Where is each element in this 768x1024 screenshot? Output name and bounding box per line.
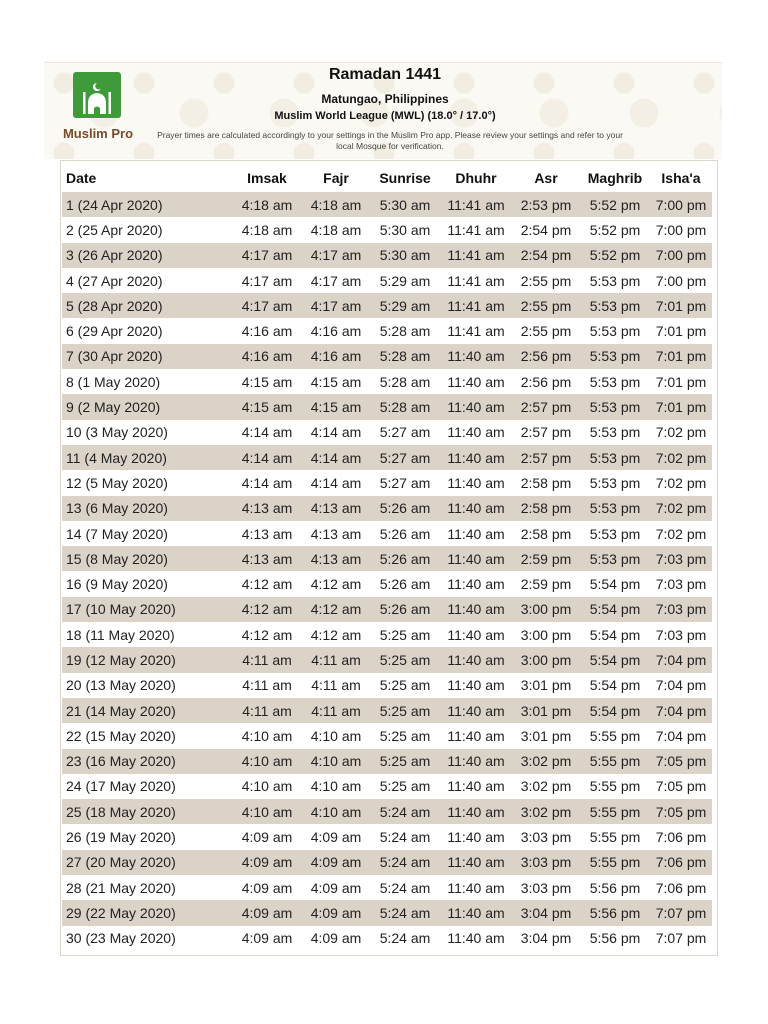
cell-isha: 7:05 pm (650, 799, 712, 824)
cell-date: 3 (26 Apr 2020) (62, 243, 232, 268)
table-row (62, 749, 712, 774)
cell-isha: 7:04 pm (650, 698, 712, 723)
cell-imsak: 4:17 am (232, 293, 302, 318)
cell-dhuhr: 11:40 am (447, 424, 505, 441)
cell-imsak: 4:12 am (232, 597, 302, 622)
cell-dhuhr: 11:40 am (447, 626, 505, 643)
cell-date: 2 (25 Apr 2020) (66, 221, 163, 238)
cell-isha: 7:06 pm (655, 829, 707, 846)
cell-sunrise: 5:25 am (370, 749, 440, 774)
cell-dhuhr: 11:41 am (447, 323, 505, 340)
table-row (62, 571, 712, 596)
cell-dhuhr: 11:40 am (440, 799, 512, 824)
cell-isha: 7:01 pm (655, 323, 707, 340)
cell-asr: 3:03 pm (520, 879, 572, 896)
cell-date: 15 (8 May 2020) (62, 546, 232, 571)
cell-sunrise: 5:24 am (370, 900, 440, 925)
cell-date: 24 (17 May 2020) (66, 778, 176, 795)
cell-maghrib: 5:56 pm (589, 930, 641, 947)
cell-asr: 2:58 pm (512, 496, 580, 521)
cell-isha: 7:04 pm (650, 647, 712, 672)
cell-isha: 7:01 pm (650, 394, 712, 419)
cell-maghrib: 5:53 pm (589, 323, 641, 340)
cell-sunrise: 5:25 am (379, 727, 431, 744)
cell-date: 11 (4 May 2020) (62, 445, 232, 470)
cell-date: 25 (18 May 2020) (62, 799, 232, 824)
table-row (62, 496, 712, 521)
table-row (62, 369, 712, 394)
cell-date: 7 (30 Apr 2020) (62, 344, 232, 369)
cell-date: 9 (2 May 2020) (62, 394, 232, 419)
cell-asr: 3:02 pm (512, 749, 580, 774)
cell-maghrib: 5:52 pm (589, 221, 641, 238)
table-row (62, 293, 712, 318)
cell-asr: 3:01 pm (520, 727, 572, 744)
cell-isha: 7:07 pm (655, 930, 707, 947)
cell-imsak: 4:12 am (241, 576, 293, 593)
cell-sunrise: 5:28 am (370, 344, 440, 369)
column-header-date: Date (66, 170, 97, 186)
table-row (62, 445, 712, 470)
cell-dhuhr: 11:40 am (447, 474, 505, 491)
table-row (62, 774, 712, 799)
cell-imsak: 4:16 am (232, 344, 302, 369)
column-header-sunrise: Sunrise (379, 170, 431, 186)
cell-date: 14 (7 May 2020) (66, 525, 168, 542)
brand-name: Muslim Pro (62, 126, 134, 141)
cell-date: 22 (15 May 2020) (66, 727, 176, 744)
cell-fajr: 4:11 am (302, 698, 370, 723)
cell-sunrise: 5:30 am (379, 221, 431, 238)
cell-date: 18 (11 May 2020) (66, 626, 175, 643)
column-header-imsak: Imsak (247, 170, 287, 186)
cell-imsak: 4:14 am (241, 474, 293, 491)
cell-isha: 7:02 pm (650, 496, 712, 521)
cell-sunrise: 5:25 am (370, 647, 440, 672)
cell-maghrib: 5:54 pm (589, 576, 641, 593)
cell-date: 16 (9 May 2020) (66, 576, 168, 593)
cell-dhuhr: 11:40 am (447, 373, 505, 390)
cell-asr: 3:02 pm (512, 799, 580, 824)
cell-isha: 7:00 pm (650, 192, 712, 217)
cell-asr: 2:58 pm (520, 525, 572, 542)
cell-maghrib: 5:55 pm (589, 778, 641, 795)
cell-sunrise: 5:24 am (370, 850, 440, 875)
cell-sunrise: 5:24 am (379, 829, 431, 846)
cell-sunrise: 5:25 am (379, 778, 431, 795)
cell-dhuhr: 11:40 am (440, 546, 512, 571)
cell-date: 1 (24 Apr 2020) (62, 192, 232, 217)
table-row (62, 698, 712, 723)
location-label: Matungao, Philippines (321, 92, 449, 106)
column-header-fajr: Fajr (323, 170, 349, 186)
cell-isha: 7:04 pm (655, 677, 707, 694)
table-row (62, 243, 712, 268)
cell-sunrise: 5:27 am (379, 424, 431, 441)
cell-asr: 2:54 pm (512, 243, 580, 268)
cell-asr: 3:03 pm (512, 850, 580, 875)
cell-imsak: 4:11 am (232, 647, 302, 672)
cell-dhuhr: 11:40 am (440, 344, 512, 369)
cell-maghrib: 5:55 pm (580, 799, 650, 824)
cell-imsak: 4:11 am (232, 698, 302, 723)
table-row (62, 268, 712, 293)
cell-sunrise: 5:29 am (370, 293, 440, 318)
cell-imsak: 4:13 am (241, 525, 293, 542)
cell-sunrise: 5:30 am (370, 243, 440, 268)
cell-fajr: 4:15 am (302, 394, 370, 419)
table-header-row (62, 164, 712, 192)
cell-dhuhr: 11:41 am (440, 243, 512, 268)
cell-asr: 2:55 pm (520, 272, 572, 289)
cell-imsak: 4:10 am (241, 778, 293, 795)
cell-dhuhr: 11:40 am (440, 850, 512, 875)
cell-sunrise: 5:28 am (370, 394, 440, 419)
cell-asr: 3:00 pm (520, 626, 572, 643)
cell-sunrise: 5:25 am (379, 626, 431, 643)
cell-sunrise: 5:29 am (379, 272, 431, 289)
cell-dhuhr: 11:41 am (440, 192, 512, 217)
cell-maghrib: 5:56 pm (589, 879, 641, 896)
cell-fajr: 4:12 am (302, 597, 370, 622)
cell-isha: 7:00 pm (655, 221, 707, 238)
cell-asr: 3:04 pm (520, 930, 572, 947)
cell-isha: 7:01 pm (655, 373, 707, 390)
cell-date: 21 (14 May 2020) (62, 698, 232, 723)
cell-date: 29 (22 May 2020) (62, 900, 232, 925)
cell-maghrib: 5:52 pm (580, 192, 650, 217)
cell-fajr: 4:17 am (302, 243, 370, 268)
cell-asr: 2:57 pm (512, 394, 580, 419)
cell-isha: 7:06 pm (655, 879, 707, 896)
cell-imsak: 4:10 am (232, 749, 302, 774)
cell-maghrib: 5:54 pm (580, 597, 650, 622)
cell-sunrise: 5:26 am (379, 576, 431, 593)
cell-isha: 7:01 pm (650, 344, 712, 369)
cell-imsak: 4:09 am (241, 930, 293, 947)
cell-fajr: 4:13 am (302, 546, 370, 571)
cell-sunrise: 5:24 am (379, 879, 431, 896)
cell-asr: 2:56 pm (512, 344, 580, 369)
cell-asr: 3:02 pm (520, 778, 572, 795)
cell-maghrib: 5:53 pm (580, 496, 650, 521)
cell-imsak: 4:14 am (241, 424, 293, 441)
cell-asr: 2:56 pm (520, 373, 572, 390)
cell-asr: 2:59 pm (512, 546, 580, 571)
cell-date: 27 (20 May 2020) (62, 850, 232, 875)
cell-maghrib: 5:54 pm (589, 677, 641, 694)
cell-date: 10 (3 May 2020) (66, 424, 168, 441)
table-row (62, 926, 712, 951)
cell-asr: 3:04 pm (512, 900, 580, 925)
cell-fajr: 4:09 am (310, 879, 362, 896)
cell-dhuhr: 11:41 am (447, 221, 505, 238)
cell-maghrib: 5:53 pm (580, 394, 650, 419)
cell-maghrib: 5:55 pm (589, 829, 641, 846)
cell-fajr: 4:11 am (302, 647, 370, 672)
cell-imsak: 4:17 am (232, 243, 302, 268)
cell-date: 20 (13 May 2020) (66, 677, 176, 694)
cell-maghrib: 5:53 pm (580, 344, 650, 369)
cell-isha: 7:05 pm (650, 749, 712, 774)
table-row (62, 622, 712, 647)
column-header-isha: Isha'a (661, 170, 701, 186)
cell-sunrise: 5:26 am (379, 525, 431, 542)
column-header-asr: Asr (534, 170, 558, 186)
table-row (62, 420, 712, 445)
cell-isha: 7:03 pm (655, 576, 707, 593)
cell-isha: 7:06 pm (650, 850, 712, 875)
cell-asr: 2:58 pm (520, 474, 572, 491)
table-row (62, 318, 712, 343)
cell-dhuhr: 11:40 am (440, 597, 512, 622)
cell-fajr: 4:12 am (310, 626, 362, 643)
cell-fajr: 4:09 am (310, 829, 362, 846)
table-row (62, 799, 712, 824)
cell-imsak: 4:16 am (241, 323, 293, 340)
cell-isha: 7:03 pm (655, 626, 707, 643)
table-row (62, 470, 712, 495)
cell-asr: 2:57 pm (512, 445, 580, 470)
cell-isha: 7:02 pm (655, 424, 707, 441)
cell-imsak: 4:18 am (241, 221, 293, 238)
cell-asr: 2:55 pm (512, 293, 580, 318)
cell-dhuhr: 11:40 am (440, 394, 512, 419)
table-row (62, 673, 712, 698)
cell-imsak: 4:10 am (232, 799, 302, 824)
table-row (62, 394, 712, 419)
cell-dhuhr: 11:41 am (440, 293, 512, 318)
cell-isha: 7:03 pm (650, 546, 712, 571)
cell-imsak: 4:17 am (241, 272, 293, 289)
cell-dhuhr: 11:40 am (447, 727, 505, 744)
cell-asr: 2:55 pm (520, 323, 572, 340)
cell-sunrise: 5:24 am (370, 799, 440, 824)
cell-isha: 7:00 pm (650, 243, 712, 268)
cell-sunrise: 5:24 am (379, 930, 431, 947)
cell-maghrib: 5:53 pm (589, 424, 641, 441)
cell-sunrise: 5:27 am (370, 445, 440, 470)
cell-sunrise: 5:26 am (370, 496, 440, 521)
cell-maghrib: 5:54 pm (580, 647, 650, 672)
cell-isha: 7:02 pm (655, 474, 707, 491)
calculation-method: Muslim World League (MWL) (18.0° / 17.0°) (274, 110, 496, 122)
cell-date: 19 (12 May 2020) (62, 647, 232, 672)
page-title: Ramadan 1441 (328, 66, 442, 83)
cell-fajr: 4:10 am (310, 727, 362, 744)
cell-dhuhr: 11:41 am (447, 272, 505, 289)
cell-dhuhr: 11:40 am (440, 900, 512, 925)
table-row (62, 521, 712, 546)
cell-isha: 7:03 pm (650, 597, 712, 622)
cell-fajr: 4:10 am (302, 799, 370, 824)
table-body (62, 192, 712, 951)
cell-dhuhr: 11:40 am (447, 576, 505, 593)
cell-sunrise: 5:25 am (379, 677, 431, 694)
mosque-icon (77, 78, 117, 118)
cell-fajr: 4:13 am (310, 525, 362, 542)
cell-maghrib: 5:54 pm (589, 626, 641, 643)
cell-sunrise: 5:25 am (370, 698, 440, 723)
cell-fajr: 4:09 am (310, 930, 362, 947)
cell-date: 17 (10 May 2020) (62, 597, 232, 622)
table-row (62, 875, 712, 900)
cell-dhuhr: 11:40 am (447, 930, 505, 947)
cell-sunrise: 5:27 am (379, 474, 431, 491)
cell-isha: 7:01 pm (650, 293, 712, 318)
cell-asr: 3:01 pm (520, 677, 572, 694)
cell-fajr: 4:17 am (310, 272, 362, 289)
cell-maghrib: 5:53 pm (589, 474, 641, 491)
cell-maghrib: 5:53 pm (580, 546, 650, 571)
cell-date: 8 (1 May 2020) (66, 373, 161, 390)
cell-maghrib: 5:53 pm (589, 373, 641, 390)
cell-dhuhr: 11:40 am (440, 749, 512, 774)
cell-maghrib: 5:52 pm (580, 243, 650, 268)
cell-imsak: 4:12 am (241, 626, 293, 643)
column-header-dhuhr: Dhuhr (455, 170, 497, 186)
app-logo (73, 72, 121, 118)
cell-date: 30 (23 May 2020) (66, 930, 176, 947)
cell-dhuhr: 11:40 am (447, 778, 505, 795)
cell-dhuhr: 11:40 am (447, 829, 505, 846)
cell-maghrib: 5:56 pm (580, 900, 650, 925)
cell-date: 5 (28 Apr 2020) (62, 293, 232, 318)
cell-fajr: 4:16 am (310, 323, 362, 340)
cell-date: 23 (16 May 2020) (62, 749, 232, 774)
cell-date: 6 (29 Apr 2020) (66, 323, 163, 340)
cell-date: 26 (19 May 2020) (66, 829, 176, 846)
cell-sunrise: 5:28 am (379, 323, 431, 340)
cell-fajr: 4:18 am (310, 221, 362, 238)
cell-date: 4 (27 Apr 2020) (66, 272, 163, 289)
cell-imsak: 4:13 am (232, 546, 302, 571)
cell-imsak: 4:15 am (241, 373, 293, 390)
cell-isha: 7:05 pm (655, 778, 707, 795)
cell-dhuhr: 11:40 am (447, 525, 505, 542)
cell-fajr: 4:11 am (311, 677, 361, 694)
cell-fajr: 4:18 am (302, 192, 370, 217)
cell-imsak: 4:11 am (242, 677, 292, 694)
cell-fajr: 4:09 am (302, 900, 370, 925)
table-row (62, 850, 712, 875)
disclaimer-note: Prayer times are calculated accordingly to your settings in the Muslim Pro app. Please review your settings and refer to your local Mosque for verification. (157, 130, 623, 151)
cell-asr: 3:01 pm (512, 698, 580, 723)
cell-imsak: 4:15 am (232, 394, 302, 419)
cell-dhuhr: 11:40 am (440, 496, 512, 521)
column-header-maghrib: Maghrib (587, 170, 643, 186)
cell-isha: 7:02 pm (655, 525, 707, 542)
cell-asr: 2:54 pm (520, 221, 572, 238)
table-row (62, 900, 712, 925)
cell-imsak: 4:10 am (241, 727, 293, 744)
cell-maghrib: 5:55 pm (580, 850, 650, 875)
cell-asr: 3:00 pm (512, 597, 580, 622)
cell-asr: 3:00 pm (512, 647, 580, 672)
cell-fajr: 4:17 am (302, 293, 370, 318)
cell-imsak: 4:14 am (232, 445, 302, 470)
table-row (62, 192, 712, 217)
cell-isha: 7:00 pm (655, 272, 707, 289)
cell-dhuhr: 11:40 am (440, 647, 512, 672)
prayer-times-table (62, 164, 712, 951)
cell-fajr: 4:14 am (310, 474, 362, 491)
cell-date: 28 (21 May 2020) (66, 879, 176, 896)
cell-date: 12 (5 May 2020) (66, 474, 168, 491)
cell-dhuhr: 11:40 am (447, 677, 505, 694)
cell-maghrib: 5:55 pm (589, 727, 641, 744)
table-row (62, 647, 712, 672)
cell-asr: 2:57 pm (520, 424, 572, 441)
cell-imsak: 4:09 am (232, 850, 302, 875)
cell-imsak: 4:09 am (241, 829, 293, 846)
cell-isha: 7:07 pm (650, 900, 712, 925)
cell-sunrise: 5:26 am (370, 546, 440, 571)
cell-imsak: 4:13 am (232, 496, 302, 521)
cell-imsak: 4:18 am (232, 192, 302, 217)
cell-maghrib: 5:55 pm (580, 749, 650, 774)
cell-fajr: 4:13 am (302, 496, 370, 521)
cell-imsak: 4:09 am (241, 879, 293, 896)
cell-sunrise: 5:30 am (370, 192, 440, 217)
table-row (62, 546, 712, 571)
cell-imsak: 4:09 am (232, 900, 302, 925)
table-row (62, 824, 712, 849)
cell-dhuhr: 11:40 am (440, 698, 512, 723)
table-row (62, 217, 712, 242)
cell-fajr: 4:10 am (310, 778, 362, 795)
table-row (62, 597, 712, 622)
table-row (62, 344, 712, 369)
cell-maghrib: 5:53 pm (589, 525, 641, 542)
cell-maghrib: 5:53 pm (589, 272, 641, 289)
cell-dhuhr: 11:40 am (447, 879, 505, 896)
cell-fajr: 4:16 am (302, 344, 370, 369)
cell-maghrib: 5:53 pm (580, 293, 650, 318)
cell-fajr: 4:14 am (310, 424, 362, 441)
cell-asr: 2:59 pm (520, 576, 572, 593)
cell-fajr: 4:15 am (310, 373, 362, 390)
cell-isha: 7:02 pm (650, 445, 712, 470)
cell-isha: 7:04 pm (655, 727, 707, 744)
cell-fajr: 4:14 am (302, 445, 370, 470)
cell-asr: 3:03 pm (520, 829, 572, 846)
cell-sunrise: 5:26 am (370, 597, 440, 622)
cell-fajr: 4:09 am (302, 850, 370, 875)
cell-maghrib: 5:54 pm (580, 698, 650, 723)
cell-sunrise: 5:28 am (379, 373, 431, 390)
cell-fajr: 4:12 am (310, 576, 362, 593)
cell-maghrib: 5:53 pm (580, 445, 650, 470)
cell-fajr: 4:10 am (302, 749, 370, 774)
table-row (62, 723, 712, 748)
cell-asr: 2:53 pm (512, 192, 580, 217)
cell-dhuhr: 11:40 am (440, 445, 512, 470)
cell-date: 13 (6 May 2020) (62, 496, 232, 521)
